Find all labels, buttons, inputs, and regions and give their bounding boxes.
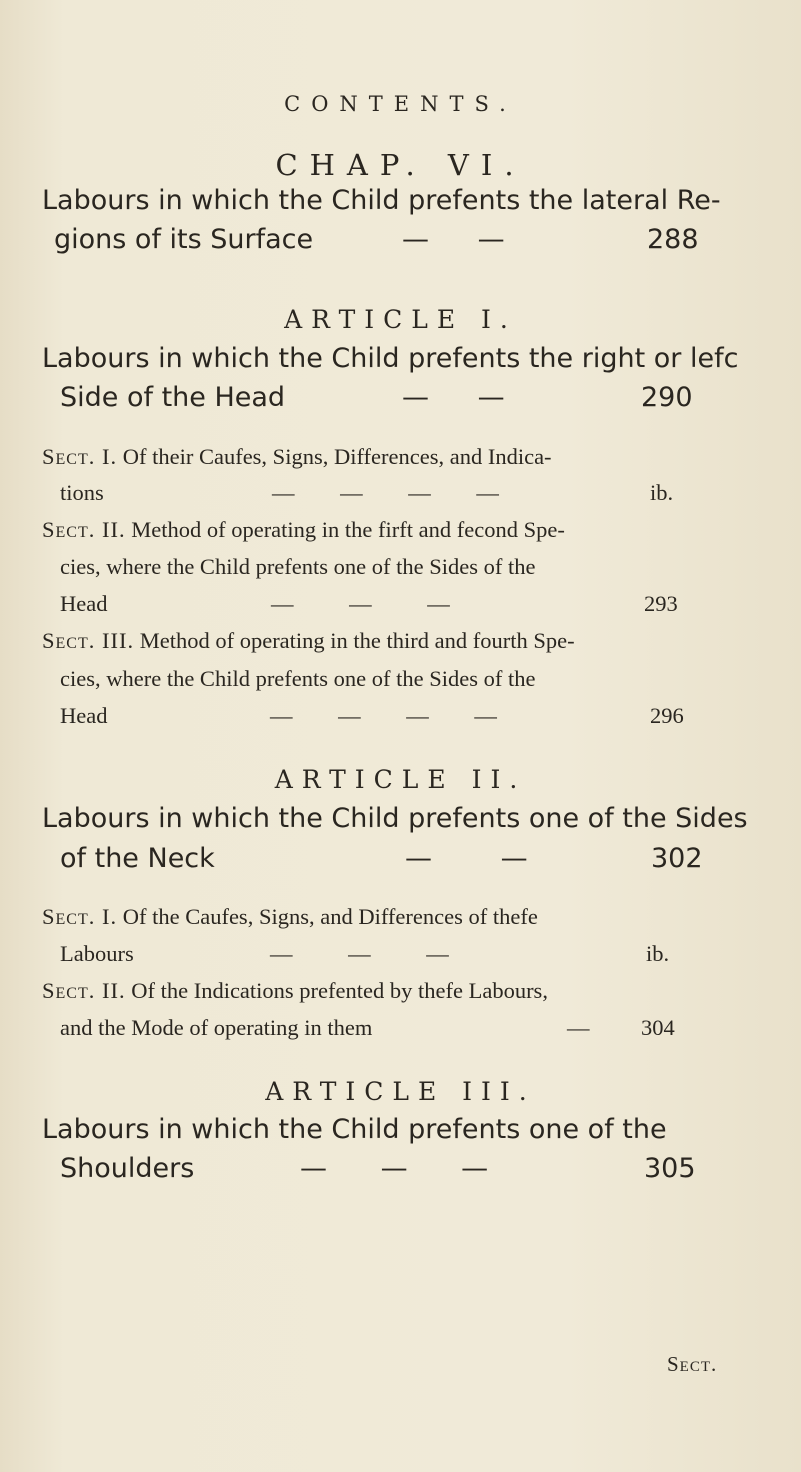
article-heading: ARTICLE III. bbox=[265, 1077, 536, 1106]
article-title-line-1: Labours in which the Child prefents one of the Sides bbox=[42, 803, 748, 834]
page-number: 296 bbox=[650, 703, 684, 728]
section-text: cies, where the Child prefents one of the Sides of the bbox=[60, 554, 536, 579]
article-heading: ARTICLE II. bbox=[274, 765, 527, 794]
section-label: Sect. III. bbox=[42, 628, 135, 653]
section-label: Sect. II. bbox=[42, 517, 126, 542]
page-number: 293 bbox=[644, 591, 678, 616]
catchword: Sect. bbox=[667, 1352, 718, 1376]
section-text: Of their Caufes, Signs, Differences, and Indica- bbox=[122, 444, 552, 469]
leader-dashes: — — — — bbox=[272, 480, 499, 505]
section-text: Head bbox=[60, 591, 108, 616]
leader-dashes: — bbox=[567, 1015, 590, 1040]
leader-dashes: — — — — bbox=[270, 703, 497, 728]
section-text: tions bbox=[60, 480, 104, 505]
section-text: Of the Caufes, Signs, and Differences of thefe bbox=[122, 904, 538, 929]
article-title-line-2: of the Neck bbox=[60, 843, 215, 874]
leader-dashes: — — bbox=[402, 382, 505, 413]
leader-dashes: — — — bbox=[271, 591, 450, 616]
page-number: 304 bbox=[641, 1015, 675, 1040]
page-number: 288 bbox=[647, 224, 699, 255]
section-label: Sect. II. bbox=[42, 978, 126, 1003]
section-text: Method of operating in the third and fourth Spe- bbox=[139, 628, 575, 653]
section-label: Sect. I. bbox=[42, 444, 118, 469]
page-number: 302 bbox=[651, 843, 703, 874]
leader-dashes: — — bbox=[402, 224, 505, 255]
section-text: Labours bbox=[60, 941, 134, 966]
chapter-title-line-1: Labours in which the Child prefents the lateral Re- bbox=[42, 185, 721, 216]
chapter-heading: CHAP. VI. bbox=[275, 148, 526, 182]
page-number: 290 bbox=[641, 382, 693, 413]
leader-dashes: — — — bbox=[270, 941, 449, 966]
article-title-line-1: Labours in which the Child prefents the right or lefc bbox=[42, 343, 739, 374]
section-text: cies, where the Child prefents one of the Sides of the bbox=[60, 666, 536, 691]
page-number: 305 bbox=[644, 1153, 696, 1184]
section-text: and the Mode of operating in them bbox=[60, 1015, 373, 1040]
article-title-line-1: Labours in which the Child prefents one of the bbox=[42, 1114, 667, 1145]
chapter-title-line-2: gions of its Surface bbox=[54, 224, 314, 255]
running-head: CONTENTS. bbox=[284, 92, 517, 116]
article-title-line-2: Shoulders bbox=[60, 1153, 195, 1184]
section-text: Head bbox=[60, 703, 108, 728]
page-number: ib. bbox=[650, 480, 674, 505]
article-title-line-2: Side of the Head bbox=[60, 382, 286, 413]
section-text: Of the Indications prefented by thefe Labours, bbox=[131, 978, 548, 1003]
page-number: ib. bbox=[646, 941, 670, 966]
article-heading: ARTICLE I. bbox=[284, 305, 517, 334]
section-text: Method of operating in the firft and fecond Spe- bbox=[131, 517, 565, 542]
section-label: Sect. I. bbox=[42, 904, 118, 929]
leader-dashes: — — — bbox=[300, 1153, 489, 1184]
leader-dashes: — — bbox=[405, 843, 528, 874]
